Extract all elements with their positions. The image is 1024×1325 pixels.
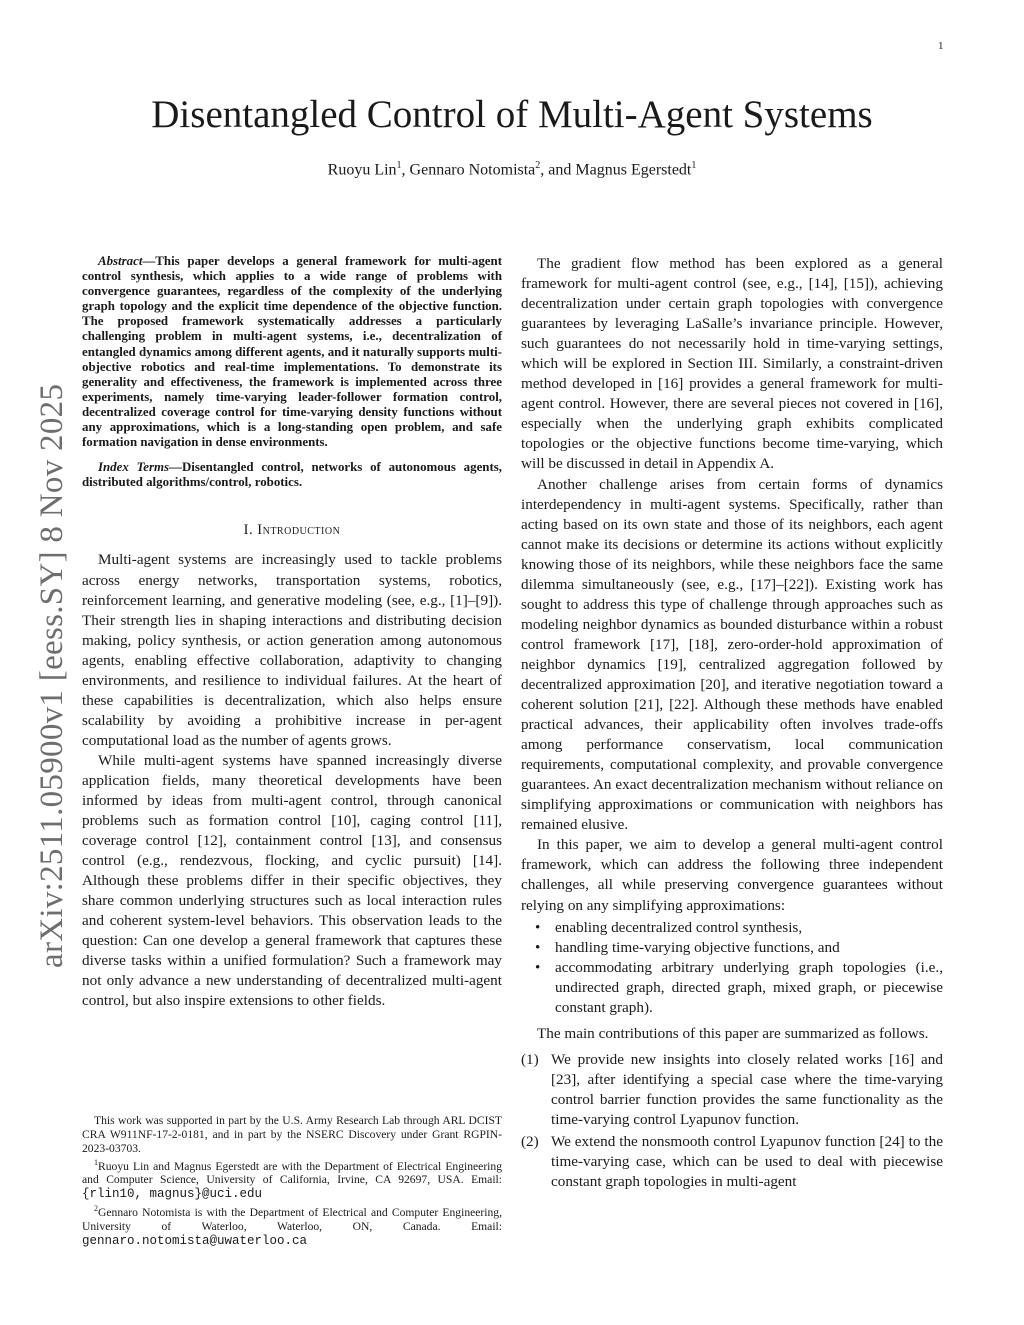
list-text: We provide new insights into closely related works [16] and [23], after identifying a special case where the time-varying control barrier function provides the same functionality as the time-varying control Lyapunov function. bbox=[551, 1050, 943, 1128]
index-terms bbox=[82, 460, 502, 490]
paper-title: Disentangled Control of Multi-Agent Systems bbox=[151, 93, 873, 136]
footnote-text: Gennaro Notomista is with the Department of Electrical and Computer Engineering, University of Waterloo, Waterloo, ON, Canada. Email: bbox=[82, 1206, 502, 1234]
body-paragraph: The gradient flow method has been explored as a general framework for multi-agent control (see, e.g., [14], [15]), achieving decentralization under certain graph topologies with convergence guarantees by leveraging LaSalle’s invariance principle. However, such guarantees do not necessarily hold in time-varying settings, which will be explored in Section III. Similarly, a constraint-driven method developed in [16] provides a general framework for multi-agent control. However, there are several pieces not covered in [16], especially when the underlying graph exhibits complicated topologies or the objective functions become time-varying, which will be discussed in detail in Appendix A. bbox=[521, 255, 943, 473]
list-item: • enabling decentralized control synthesis, bbox=[555, 918, 943, 938]
section-numeral: I. bbox=[243, 522, 258, 539]
author-name: Ruoyu Lin bbox=[327, 161, 397, 179]
affiliation-footnote-1 bbox=[82, 1156, 502, 1203]
arxiv-stamp: arXiv:2511.05900v1 [eess.SY] 8 Nov 2025 bbox=[34, 383, 70, 968]
affiliation-mark: 2 bbox=[535, 160, 541, 171]
body-paragraph: The main contributions of this paper are summarized as follows. bbox=[537, 1024, 929, 1042]
funding-footnote: This work was supported in part by the U.S. Army Research Lab through ARL DCIST CRA W911NF-17-2-0181, and in part by the NSERC Discovery under Grant RGPIN-2023-03703. bbox=[82, 1114, 502, 1155]
email-link[interactable]: gennaro.notomista@uwaterloo.ca bbox=[82, 1233, 308, 1248]
email-link[interactable]: {rlin10, magnus}@uci.edu bbox=[82, 1187, 263, 1202]
list-number: (2) bbox=[521, 1133, 539, 1151]
body-paragraph: While multi-agent systems have spanned increasingly diverse application fields, many theoretical developments have been informed by ideas from multi-agent control, through canonical problems such as formation control [10], caging control [11], coverage control [12], containment control [13], and consensus control (e.g., rendezvous, flocking, and cyclic pursuit) [14]. Although these problems differ in their specific objectives, they share common underlying structures such as local interaction rules and coherent system-level behaviors. This observation leads to the question: Can one develop a general framework that captures these diverse tasks within a unified formulation? Such a framework may not only advance a new understanding of decentralized multi-agent control, but also inspire extensions to other fields. bbox=[82, 751, 502, 1010]
page-number: 1 bbox=[938, 40, 944, 52]
footnote-text: Ruoyu Lin and Magnus Egerstedt are with the Department of Electrical Engineering and Computer Science, University of California, Irvine, CA 92697, USA. Email: bbox=[82, 1159, 502, 1187]
affiliation-footnote-2 bbox=[82, 1202, 502, 1249]
author-line bbox=[0, 160, 1024, 179]
left-column bbox=[82, 254, 502, 1012]
list-number: (1) bbox=[521, 1050, 539, 1068]
list-item: • handling time-varying objective functions, and bbox=[555, 938, 943, 958]
author-name: , and Magnus Egerstedt bbox=[540, 161, 692, 179]
footnote-mark: 2 bbox=[94, 1204, 98, 1214]
right-column bbox=[521, 254, 943, 1194]
index-terms-text: —Disentangled control, networks of autonomous agents, distributed algorithms/control, robotics. bbox=[82, 460, 502, 490]
abstract bbox=[82, 254, 502, 450]
section-title: Introduction bbox=[257, 522, 341, 539]
footnote-mark: 1 bbox=[94, 1157, 98, 1167]
list-item: • accommodating arbitrary underlying graph topologies (i.e., undirected graph, directed graph, mixed graph, or piecewise constant graph). bbox=[555, 958, 943, 1018]
list-item bbox=[521, 1132, 943, 1192]
footnotes bbox=[82, 1114, 502, 1249]
body-paragraph: In this paper, we aim to develop a general multi-agent control framework, which can address the following three independent challenges, all while preserving convergence guarantees without relying on any simplifying approximations: bbox=[521, 836, 943, 914]
author-name: , Gennaro Notomista bbox=[401, 161, 536, 179]
abstract-label: Abstract bbox=[98, 254, 143, 268]
body-paragraph: Another challenge arises from certain forms of dynamics interdependency in multi-agent systems. Specifically, rather than acting based on its own state and those of its neighbors, each agent cannot make its decisions or determine its actions without explicitly knowing those of its neighbors, while these neighbors face the same dilemma simultaneously (see, e.g., [17]–[22]). Existing work has sought to address this type of challenge through approaches such as modeling neighbor dynamics as bounded disturbance within a robust control framework [17], [18], zero-order-hold approximation of neighbor dynamics [19], centralized aggregation followed by decentralized approximation [20], and iterative negotiation toward a coherent solution [21], [22]. Although these methods have enabled practical advances, their applicability often involves trade-offs among performance conservatism, local communication requirements, computational complexity, and provable convergence guarantees. An exact decentralization mechanism without reliance on simplifying approximations or communication with neighbors has remained elusive. bbox=[521, 475, 943, 834]
challenge-list bbox=[521, 918, 943, 1018]
affiliation-mark: 1 bbox=[396, 160, 402, 171]
abstract-text: —This paper develops a general framework for multi-agent control synthesis, which applies to a wide range of problems with convergence guarantees, regardless of the complexity of the underlying graph topology and the explicit time dependence of the objective function. The proposed framework systematically addresses a particularly challenging problem in multi-agent systems, i.e., decentralization of entangled dynamics among different agents, and it naturally supports multi-objective robotics and real-time implementations. To demonstrate its generality and effectiveness, the framework is implemented across three experiments, namely time-varying leader-follower formation control, decentralized coverage control for time-varying density functions without any approximations, which is a long-standing open problem, and safe formation navigation in dense environments. bbox=[82, 254, 502, 450]
index-terms-label: Index Terms bbox=[98, 460, 170, 475]
body-paragraph: Multi-agent systems are increasingly used to tackle problems across energy networks, transportation systems, robotics, reinforcement learning, and generative modeling (see, e.g., [1]–[9]). Their strength lies in shaping interactions and distributing decision making, policy synthesis, or action generation among autonomous agents, enabling effective collaboration, adaptivity to changing environments, and resilience to individual failures. At the heart of these capabilities is decentralization, which also helps ensure scalability by avoiding a prohibitive increase in per-agent computational load as the number of agents grows. bbox=[82, 551, 502, 749]
section-heading bbox=[82, 520, 502, 540]
contribution-list bbox=[521, 1050, 943, 1192]
list-item bbox=[521, 1050, 943, 1130]
list-text: We extend the nonsmooth control Lyapunov function [24] to the time-varying case, which can be used to deal with piecewise constant graph topologies in multi-agent bbox=[551, 1133, 943, 1191]
affiliation-mark: 1 bbox=[691, 160, 697, 171]
